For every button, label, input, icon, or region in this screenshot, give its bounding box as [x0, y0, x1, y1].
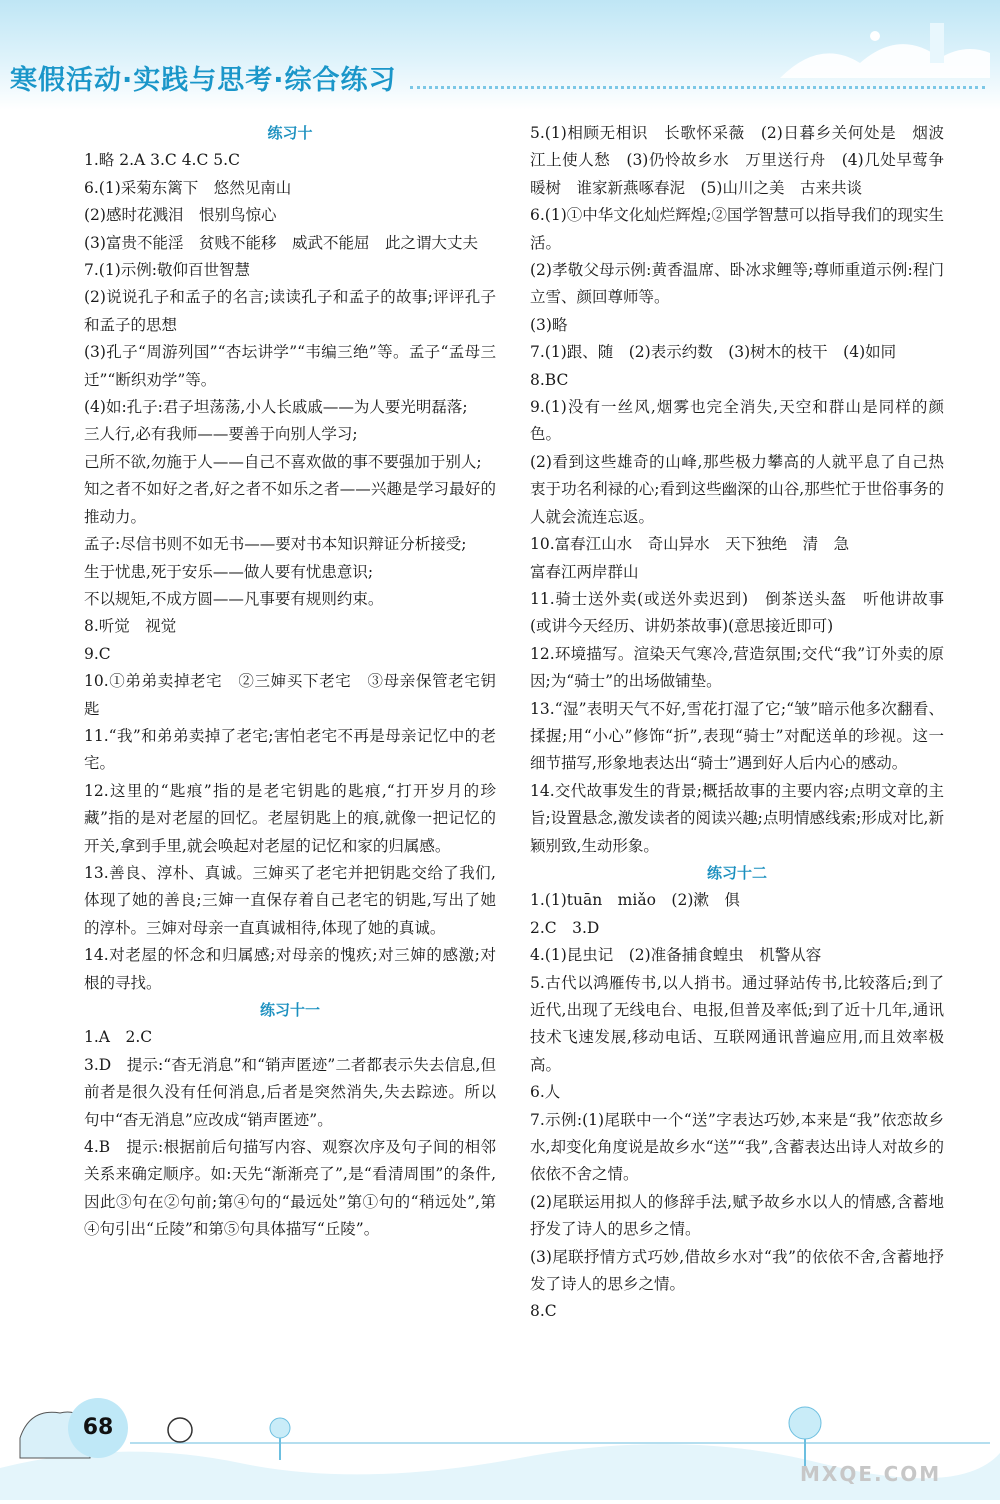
answer-line: 己所不欲,勿施于人——自己不喜欢做的事不要强加于别人;	[84, 452, 482, 471]
answer-line: 孟子:尽信书则不如无书——要对书本知识辩证分析接受;	[84, 535, 467, 554]
header-dotted-line	[410, 86, 985, 89]
watermark: MXQE.COM	[800, 1462, 942, 1486]
answer-line: 生于忧患,死于安乐——做人要有忧患意识;	[84, 562, 374, 581]
answer-line: 5.(1)相顾无相识 长歌怀采薇 (2)日暮乡关何处是 烟波江上使人愁 (3)仍怜故乡水 万里送行舟 (4)几处早莺争暖树 谁家新燕啄春泥 (5)山川之美 古来共谈	[530, 124, 944, 197]
answer-line: (3)略	[530, 315, 568, 334]
answer-line: 10.富春江山水 奇山异水 天下独绝 清 急	[530, 535, 850, 554]
section-heading: 练习十二	[706, 863, 767, 882]
section-heading: 练习十	[267, 124, 313, 142]
answer-line: (2)说说孔子和孟子的名言;读读孔子和孟子的故事;评评孔子和孟子的思想	[84, 288, 496, 334]
answer-line: 13.善良、淳朴、真诚。三婶买了老宅并把钥匙交给了我们,体现了她的善良;三婶一直保存着自己老宅的钥匙,写出了她的淳朴。三婶对母亲一直真诚相待,体现了她的真诚。	[84, 863, 496, 937]
answer-line: 8.C	[530, 1302, 557, 1321]
answer-line: 14.交代故事发生的背景;概括故事的主要内容;点明文章的主旨;设置悬念,激发读者的阅读兴趣;点明情感线索;形成对比,新颖别致,生动形象。	[530, 781, 944, 855]
answer-line: 9.C	[84, 644, 111, 663]
answer-line: 5.古代以鸿雁传书,以人捎书。通过驿站传书,比较落后;到了近代,出现了无线电台、电报,但普及率低;到了近十几年,通讯技术飞速发展,移动电话、互联网通讯普遍应用,而且效率极高。	[530, 973, 944, 1074]
answer-line: 6.(1)采菊东篱下 悠然见南山	[84, 178, 292, 197]
answer-line: 10.①弟弟卖掉老宅 ②三婶买下老宅 ③母亲保管老宅钥匙	[84, 672, 496, 718]
answer-line: 1.略 2.A 3.C 4.C 5.C	[84, 151, 240, 170]
header-title: 寒假活动·实践与思考·综合练习	[10, 65, 397, 96]
answer-line: (2)孝敬父母示例:黄香温席、卧冰求鲤等;尊师重道示例:程门立雪、颜回尊师等。	[530, 261, 944, 307]
section-heading: 练习十一	[259, 1001, 320, 1019]
left-column	[84, 120, 496, 1244]
answer-line: 7.(1)示例:敬仰百世智慧	[84, 261, 250, 280]
answer-line: 知之者不如好之者,好之者不如乐之者——兴趣是学习最好的推动力。	[84, 480, 496, 526]
answer-line: 9.(1)没有一丝风,烟雾也完全消失,天空和群山是同样的颜色。	[530, 398, 944, 444]
answer-line: 8.BC	[530, 370, 569, 389]
answer-line: 4.B 提示:根据前后句描写内容、观察次序及句子间的相邻关系来确定顺序。如:天先“渐渐亮了”,是“看清周围”的条件,因此③句在②句前;第④句的“最远处”第①句的“稍远处”,第④句引出“丘陵”和第⑤句具体描写“丘陵”。	[84, 1138, 496, 1239]
answer-line: 6.(1)①中华文化灿烂辉煌;②国学智慧可以指导我们的现实生活。	[530, 206, 944, 252]
answer-line: 8.听觉 视觉	[84, 617, 177, 636]
answer-line: 12.这里的“匙痕”指的是老宅钥匙的匙痕,“打开岁月的珍藏”指的是对老屋的回忆。老屋钥匙上的痕,就像一把记忆的开关,拿到手里,就会唤起对老屋的记忆和家的归属感。	[84, 781, 496, 855]
answer-line: (2)感时花溅泪 恨别鸟惊心	[84, 206, 277, 225]
answer-line: 6.人	[530, 1083, 561, 1102]
snow-scene-icon	[780, 18, 990, 78]
answer-line: (2)尾联运用拟人的修辞手法,赋予故乡水以人的情感,含蓄地抒发了诗人的思乡之情。	[530, 1192, 944, 1239]
answer-line: 13.“湿”表明天气不好,雪花打湿了它;“皱”暗示他多次翻看、揉握;用“小心”修饰“折”,表现“骑士”对配送单的珍视。这一细节描写,形象地表达出“骑士”遇到好人后内心的感动。	[530, 699, 944, 773]
page-header	[0, 0, 1000, 110]
answer-line: 2.C 3.D	[530, 918, 600, 937]
answer-line: 1.A 2.C	[84, 1028, 153, 1047]
answer-line: (3)富贵不能淫 贫贱不能移 威武不能屈 此之谓大丈夫	[84, 233, 478, 252]
answer-line: 14.对老屋的怀念和归属感;对母亲的愧疚;对三婶的感激;对根的寻找。	[84, 946, 496, 992]
answer-line: (3)孔子“周游列国”“杏坛讲学”“韦编三绝”等。孟子“孟母三迁”“断织劝学”等。	[84, 343, 496, 389]
answer-line: (2)看到这些雄奇的山峰,那些极力攀高的人就平息了自己热衷于功名利禄的心;看到这些幽深的山谷,那些忙于世俗事务的人就会流连忘返。	[530, 452, 944, 526]
right-column	[530, 120, 944, 1326]
answer-line: 11.骑士送外卖(或送外卖迟到) 倒茶送头盔 听他讲故事(或讲今天经历、讲奶茶故事)(意思接近即可)	[530, 589, 944, 636]
answer-line: 不以规矩,不成方圆——凡事要有规则约束。	[84, 589, 384, 608]
answer-line: 三人行,必有我师——要善于向别人学习;	[84, 425, 358, 444]
answer-line: 1.(1)tuān miǎo (2)漱 俱	[530, 891, 740, 910]
answer-line: (3)尾联抒情方式巧妙,借故乡水对“我”的依依不舍,含蓄地抒发了诗人的思乡之情。	[530, 1247, 944, 1294]
answer-line: 7.示例:(1)尾联中一个“送”字表达巧妙,本来是“我”依恋故乡水,却变化角度说是故乡水“送”“我”,含蓄表达出诗人对故乡的依依不舍之情。	[530, 1110, 944, 1184]
page-number: 68	[68, 1398, 128, 1458]
answer-line: 7.(1)跟、随 (2)表示约数 (3)树木的枝干 (4)如同	[530, 343, 897, 362]
answer-line: 富春江两岸群山	[530, 562, 639, 581]
answer-line: (4)如:孔子:君子坦荡荡,小人长戚戚——为人要光明磊落;	[84, 398, 468, 417]
answer-line: 3.D 提示:“杳无消息”和“销声匿迹”二者都表示失去信息,但前者是很久没有任何消息,后者是突然消失,失去踪迹。所以句中“杳无消息”应改成“销声匿迹”。	[84, 1055, 496, 1129]
answer-line: 11.“我”和弟弟卖掉了老宅;害怕老宅不再是母亲记忆中的老宅。	[84, 726, 496, 773]
answer-line: 4.(1)昆虫记 (2)准备捕食蝗虫 机警从容	[530, 946, 822, 965]
answer-line: 12.环境描写。渲染天气寒冷,营造氛围;交代“我”订外卖的原因;为“骑士”的出场做铺垫。	[530, 644, 944, 691]
